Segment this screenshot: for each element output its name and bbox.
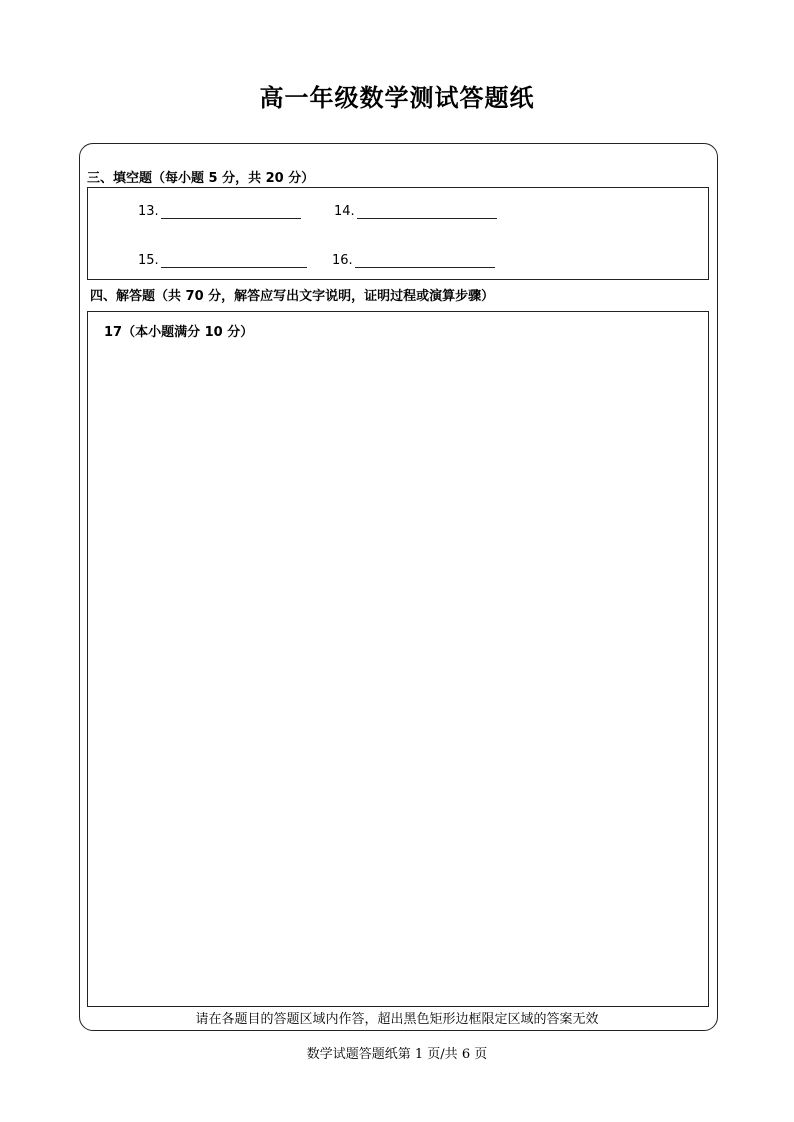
blank-13-line[interactable] — [161, 204, 301, 219]
blank-14[interactable] — [334, 204, 497, 219]
blank-16-label: 16. — [332, 253, 353, 268]
blank-15[interactable] — [138, 253, 307, 268]
page-footer: 数学试题答题纸第 1 页/共 6 页 — [306, 1047, 488, 1062]
question-17-label: 17（本小题满分 10 分） — [104, 325, 254, 340]
blank-15-line[interactable] — [161, 253, 307, 268]
blank-16-line[interactable] — [355, 253, 495, 268]
fill-in-section-heading: 三、填空题（每小题 5 分，共 20 分） — [87, 171, 315, 186]
question-17-answer-area[interactable] — [87, 311, 709, 1007]
blank-13-label: 13. — [138, 204, 159, 219]
blank-14-label: 14. — [334, 204, 355, 219]
page-title: 高一年级数学测试答题纸 — [259, 83, 535, 112]
solution-section-heading: 四、解答题（共 70 分，解答应写出文字说明，证明过程或演算步骤） — [90, 289, 495, 304]
blank-15-label: 15. — [138, 253, 159, 268]
blank-13[interactable] — [138, 204, 301, 219]
blank-14-line[interactable] — [357, 204, 497, 219]
blank-16[interactable] — [332, 253, 495, 268]
answer-area-notice: 请在各题目的答题区域内作答，超出黑色矩形边框限定区域的答案无效 — [195, 1012, 599, 1027]
